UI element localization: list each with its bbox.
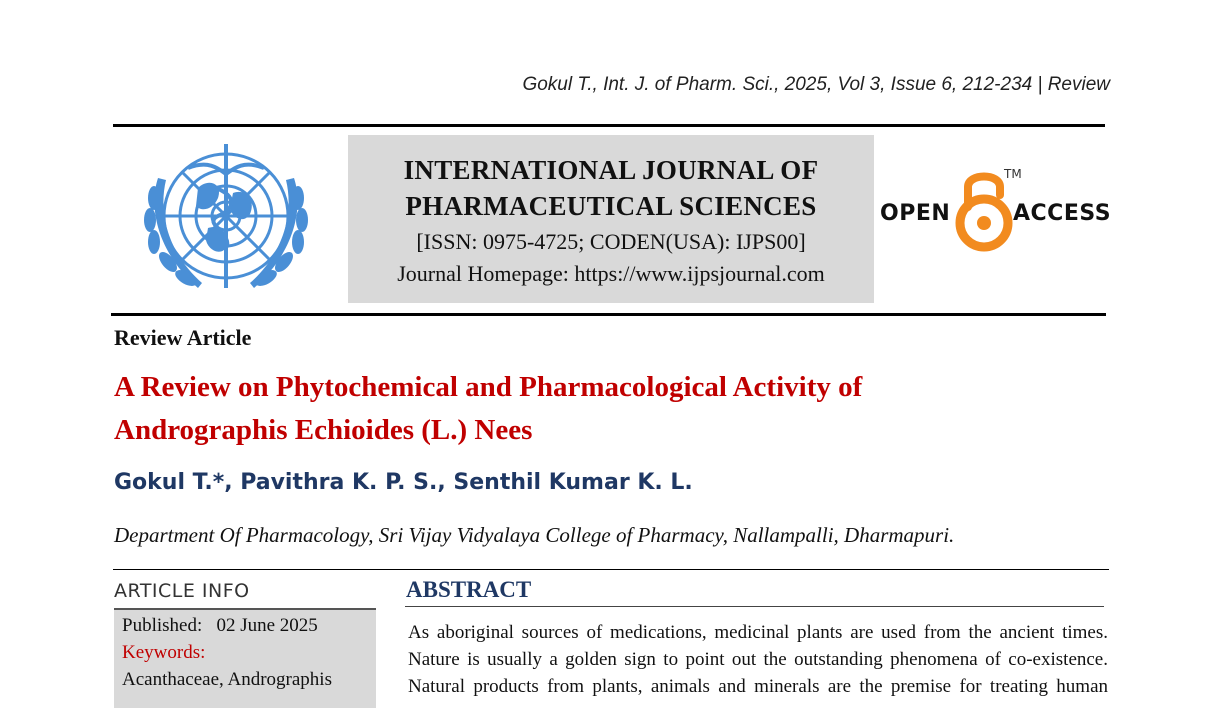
section-divider — [113, 569, 1109, 570]
open-access-left-text: OPEN — [880, 201, 951, 226]
article-title — [114, 366, 1014, 452]
open-access-right-text: ACCESS — [1013, 201, 1112, 226]
un-emblem-icon — [128, 138, 324, 308]
keywords-value: Acanthaceae, Andrographis — [122, 669, 332, 690]
header-top-rule — [113, 124, 1105, 127]
journal-issn: [ISSN: 0975-4725; CODEN(USA): IJPS00] — [416, 229, 806, 254]
journal-homepage[interactable]: Journal Homepage: https://www.ijpsjournal.com — [397, 261, 825, 286]
journal-title: INTERNATIONAL JOURNAL OF — [403, 155, 819, 185]
abstract-body — [408, 619, 1108, 700]
article-title-line2: Andrographis Echioides (L.) Nees — [114, 414, 533, 446]
abstract-line: As aboriginal sources of medications, medicinal plants are used from the ancient times. — [408, 622, 1108, 643]
citation-header: Gokul T., Int. J. of Pharm. Sci., 2025, Vol 3, Issue 6, 212-234 | Review — [522, 74, 1110, 95]
abstract-line: Natural products from plants, animals and minerals are the premise for treating human — [408, 676, 1108, 697]
author-affiliation: Department Of Pharmacology, Sri Vijay Vidyalaya College of Pharmacy, Nallampalli, Dharmapuri. — [114, 523, 955, 547]
journal-title-line2: PHARMACEUTICAL SCIENCES — [405, 191, 817, 221]
open-access-logo — [880, 165, 1110, 255]
journal-banner — [348, 135, 874, 303]
keywords-label: Keywords: — [122, 642, 206, 663]
header-bottom-rule — [111, 313, 1106, 316]
article-title-line1: A Review on Phytochemical and Pharmacological Activity of — [114, 371, 863, 403]
abstract-heading: ABSTRACT — [406, 577, 532, 602]
published-date: Published: 02 June 2025 — [122, 615, 318, 636]
abstract-line: Nature is usually a golden sign to point out the outstanding phenomena of co-existence. — [408, 649, 1108, 670]
abstract-rule — [405, 606, 1104, 607]
trademark-mark: TM — [1004, 167, 1022, 181]
article-type: Review Article — [114, 325, 252, 350]
article-info-heading: ARTICLE INFO — [114, 580, 250, 602]
article-authors: Gokul T.*, Pavithra K. P. S., Senthil Kumar K. L. — [114, 470, 693, 495]
article-info-box — [114, 608, 376, 708]
